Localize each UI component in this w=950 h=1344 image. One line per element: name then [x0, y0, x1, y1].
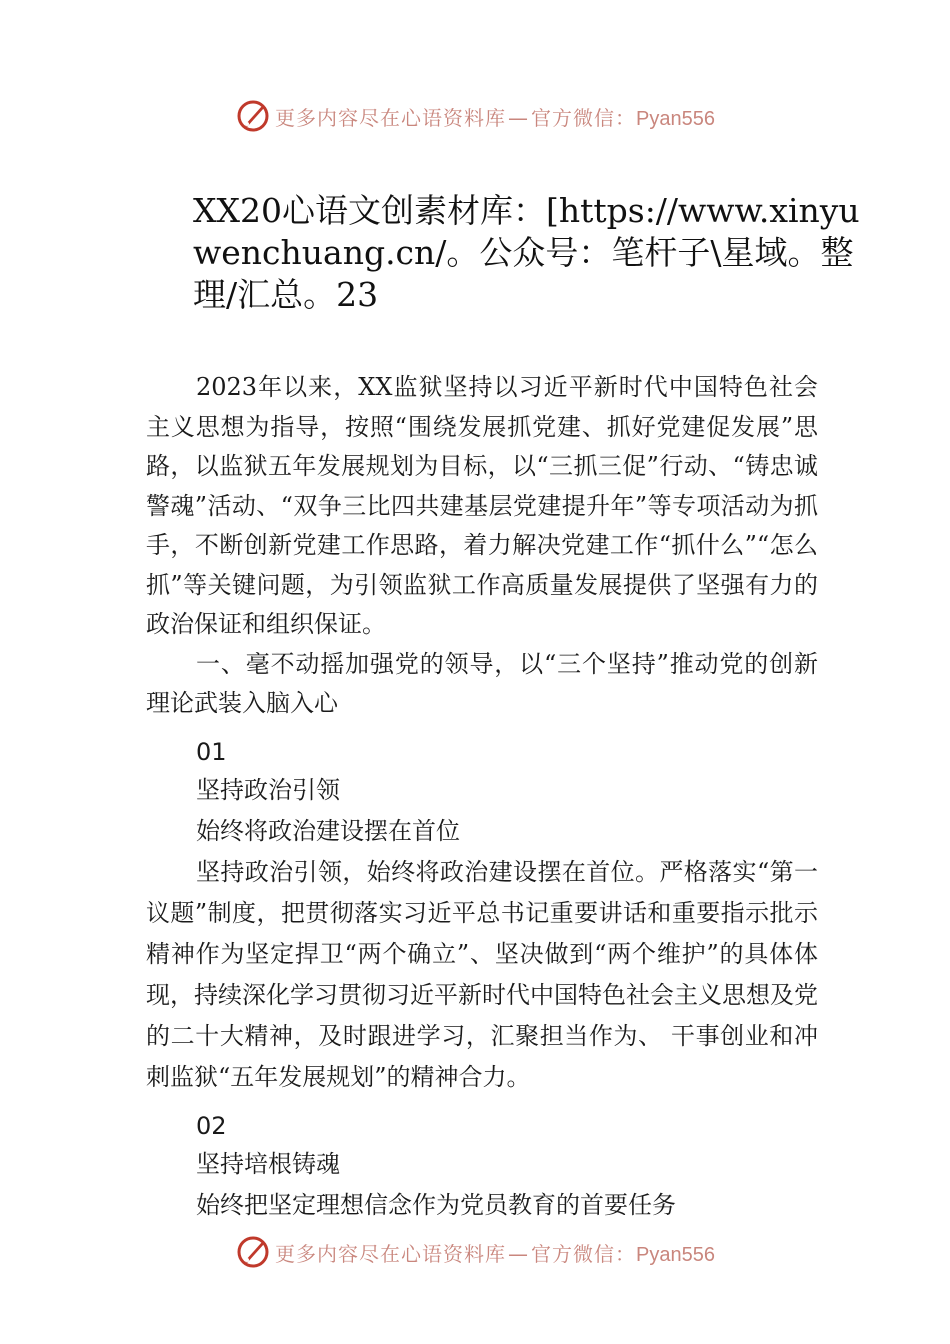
item-heading: 坚持政治引领 [196, 775, 340, 804]
banner-wechat-label: 官方微信： [531, 105, 637, 130]
item-subheading: 始终把坚定理想信念作为党员教育的首要任务 [196, 1190, 676, 1219]
document-body [146, 368, 818, 1226]
footer-banner [0, 1232, 950, 1272]
header-banner [0, 96, 950, 136]
item-subheading: 始终将政治建设摆在首位 [196, 816, 460, 845]
item-number: 01 [196, 737, 227, 766]
banner-text: 更多内容尽在心语资料库 [275, 105, 507, 130]
document-title: XX20心语文创素材库：[https://www.xinyuwenchuang.cn/。公众号：笔杆子\星域。整理/汇总。23 [193, 191, 860, 314]
intro-paragraph: 2023年以来，XX监狱坚持以习近平新时代中国特色社会主义思想为指导，按照“围绕发展抓党建、抓好党建促发展”思路，以监狱五年发展规划为目标，以“三抓三促”行动、“铸忠诚警魂”活动、“双争三比四共建基层党建提升年”等专项活动为抓手，不断创新党建工作思路，着力解决党建工作“抓什么”“怎么抓”等关键问题，为引领监狱工作高质量发展提供了坚强有力的政治保证和组织保证。 [146, 373, 818, 638]
item-heading: 坚持培根铸魂 [196, 1149, 340, 1178]
banner-wechat-id: Pyan556 [636, 107, 715, 130]
section-heading: 一、毫不动摇加强党的领导，以“三个坚持”推动党的创新理论武装入脑入心 [146, 649, 818, 717]
pen-logo-icon [235, 98, 271, 134]
banner-text: 更多内容尽在心语资料库 [275, 1241, 507, 1266]
banner-wechat-id: Pyan556 [636, 1243, 715, 1266]
item-body: 坚持政治引领，始终将政治建设摆在首位。严格落实“第一议题”制度，把贯彻落实习近平总书记重要讲话和重要指示批示精神作为坚定捍卫“两个确立”、坚决做到“两个维护”的具体体现，持续深化学习贯彻习近平新时代中国特色社会主义思想及党的二十大精神，及时跟进学习，汇聚担当作为、 干事创业和冲刺监狱“五年发展规划”的精神合力。 [146, 857, 818, 1091]
banner-dash: — [508, 105, 530, 130]
banner-dash: — [508, 1241, 530, 1266]
pen-logo-icon [235, 1234, 271, 1270]
banner-wechat-label: 官方微信： [531, 1241, 637, 1266]
item-number: 02 [196, 1111, 227, 1140]
